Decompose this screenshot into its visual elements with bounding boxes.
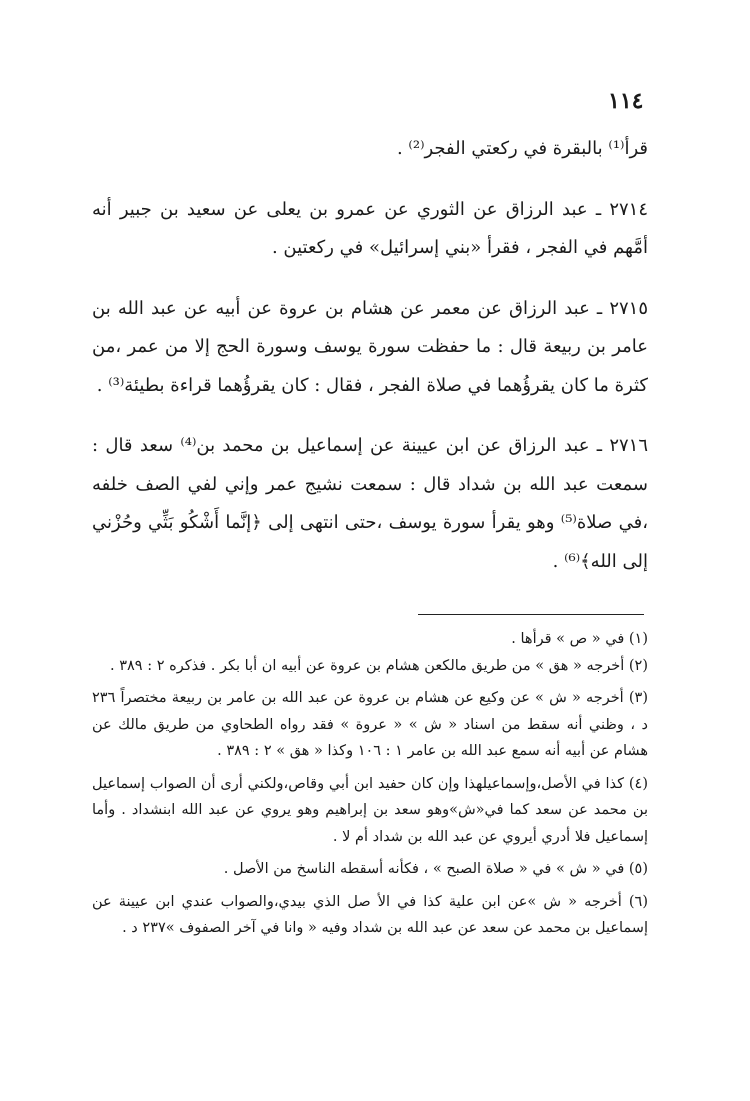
footnote-1: (١) في « ص » قرأها . [511,631,648,647]
hadith-2716: ٢٧١٦ ـ عبد الرزاق عن ابن عيينة عن إسماعيل بن محمد بن⁽⁴⁾ سعد قال : سمعت عبد الله بن شداد قال : سمعت نشيج عمر وإني لفي الصف خلفه ،في صلاة⁽⁵⁾ وهو يقرأ سورة يوسف ،حتى انتهى إلى ﴿إنَّما أَشْكُو بَثِّي وحُزْني إلى الله﴾⁽⁶⁾ . [92,435,649,572]
footnote-2: (٢) أخرجه « هق » من طريق مالكعن هشام بن عروة عن أبيه ان أبا بكر . فذكره ٢ : ٣٨٩ . [110,657,648,674]
footnotes [92,626,648,942]
footnote-4: (٤) كذا في الأصل،وإسماعيلهذا وإن كان حفيد ابن أبي وقاص،ولكني أرى أن الصواب إسماعيل بن محمد عن سعد كما في«ش»وهو سعد بن إبراهيم وهو يروي عن عبد الله ابنشداد . وأما إسماعيل فلا أدري أيروي عن عبد الله بن شداد أم لا . [92,775,648,845]
footnote-5: (٥) في « ش » في « صلاة الصبح » ، فكأنه أسقطه الناسخ من الأصل . [223,861,648,877]
main-text [92,130,648,581]
footnote-6: (٦) أخرجه « ش »عن ابن علية كذا في الأ صل الذي بيدي،والصواب عندي ابن عيينة عن إسماعيل بن محمد عن سعد عن عبد الله بن شداد وفيه « وانا في آخر الصفوف »٢٣٧ د . [92,893,648,936]
hadith-continuation: قرأ⁽¹⁾ بالبقرة في ركعتي الفجر⁽²⁾ . [396,138,648,159]
footnote-divider [418,614,644,615]
footnote-3: (٣) أخرجه « ش » عن وكيع عن هشام بن عروة عن عبد الله بن عامر بن ربيعة مختصراً ٢٣٦ د ، وظني أنه سقط من اسناد « ش » « عروة » فقد رواه الطحاوي من طريق مالك عن هشام عن أبيه أنه سمع عبد الله بن عامر ١ : ١٠٦ وكذا « هق » ٢ : ٣٨٩ . [92,690,648,759]
hadith-2715: ٢٧١٥ ـ عبد الرزاق عن معمر عن هشام بن عروة عن أبيه عن عبد الله بن عامر بن ربيعة قال : ما حفظت سورة يوسف وسورة الحج إلا من عمر ،من كثرة ما كان يقرؤُهما في صلاة الفجر ، فقال : كان يقرؤُهما قراءة بطيئة⁽³⁾ . [92,297,648,396]
page-number: ١١٤ [608,88,644,114]
hadith-2714: ٢٧١٤ ـ عبد الرزاق عن الثوري عن عمرو بن يعلى عن سعيد بن جبير أنه أمَّهم في الفجر ، فقرأ «بني إسرائيل» في ركعتين . [92,198,648,258]
